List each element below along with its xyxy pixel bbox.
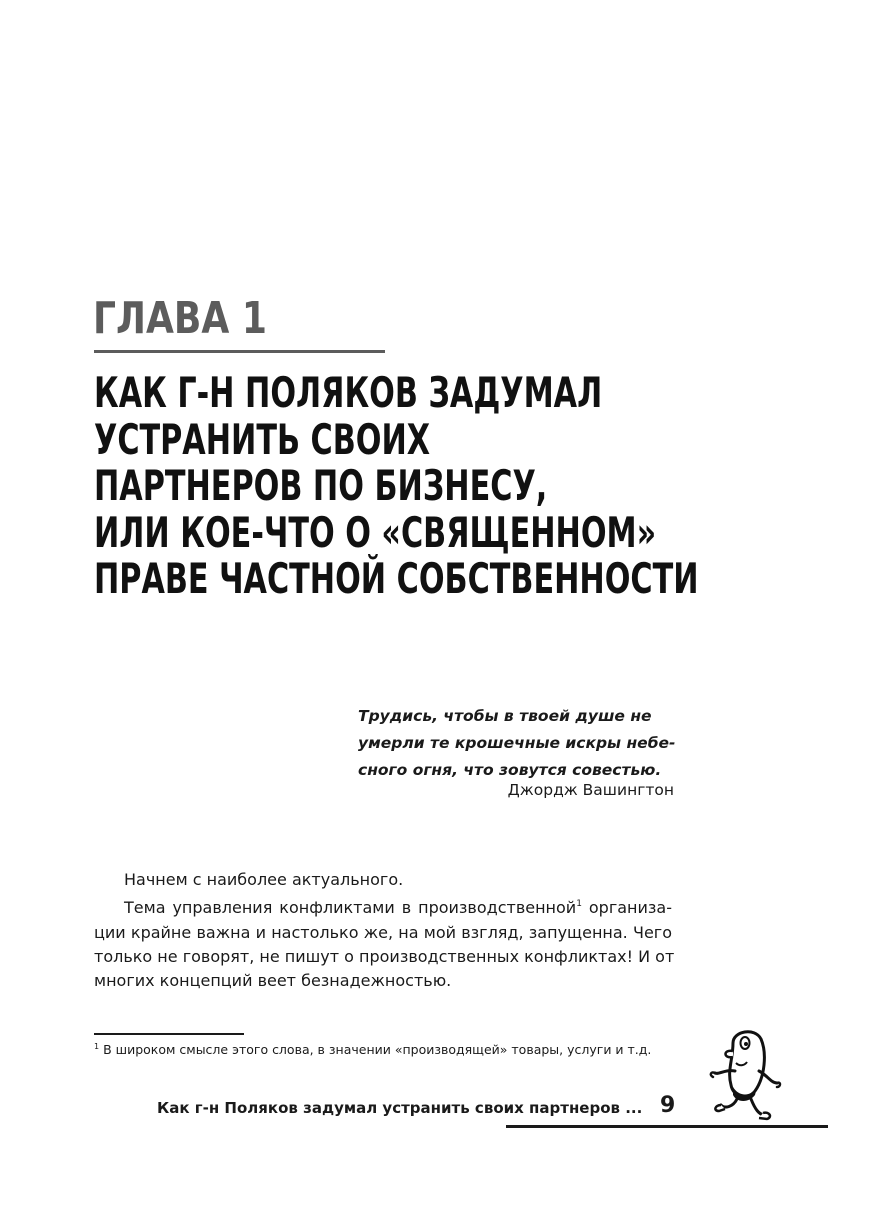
chapter-divider	[94, 350, 385, 353]
epigraph-author: Джордж Вашингтон	[507, 781, 674, 799]
text-fragment: Тема управления конфликтами в производственной	[124, 898, 577, 918]
footer-divider	[506, 1125, 828, 1128]
footnote-divider	[94, 1033, 244, 1035]
paragraph-line: ции крайне важна и настолько же, на мой взгляд, запущенна. Чего	[94, 922, 672, 942]
chapter-title-line: УСТРАНИТЬ СВОИХ	[94, 414, 431, 464]
footnote-text: В широком смысле этого слова, в значении «производящей» товары, услуги и т.д.	[103, 1042, 652, 1057]
chapter-title-line: ПАРТНЕРОВ ПО БИЗНЕСУ,	[94, 461, 548, 510]
running-title: Как г-н Поляков задумал устранить своих партнеров ...	[157, 1099, 643, 1117]
chapter-title-line: КАК Г-Н ПОЛЯКОВ ЗАДУМАЛ	[94, 368, 603, 417]
paragraph-line: только не говорят, не пишут о производственных конфликтах! И от	[94, 946, 675, 966]
footnote-reference[interactable]: 1	[576, 899, 582, 910]
footnote-marker: 1	[94, 1042, 100, 1051]
running-cartoon-character-icon	[703, 1025, 783, 1125]
epigraph-line: Трудись, чтобы в твоей душе не	[358, 707, 652, 725]
chapter-title-line: ИЛИ КОЕ-ЧТО О «СВЯЩЕННОМ»	[94, 507, 657, 557]
paragraph-line: многих концепций веет безнадежностью.	[94, 971, 452, 991]
epigraph-line: умерли те крошечные искры небе-	[358, 734, 676, 752]
footnote	[94, 1042, 651, 1057]
chapter-title-line: ПРАВЕ ЧАСТНОЙ СОБСТВЕННОСТИ	[94, 554, 699, 603]
chapter-title	[94, 370, 699, 603]
paragraph-line	[94, 892, 672, 920]
epigraph-line: сного огня, что зовутся совестью.	[358, 761, 662, 779]
epigraph	[358, 703, 678, 784]
text-fragment: организа-	[581, 898, 672, 918]
chapter-label: ГЛАВА 1	[93, 293, 267, 344]
paragraph: Начнем с наиболее актуального.	[124, 870, 404, 889]
body-text	[94, 868, 675, 993]
page-number: 9	[660, 1093, 676, 1118]
